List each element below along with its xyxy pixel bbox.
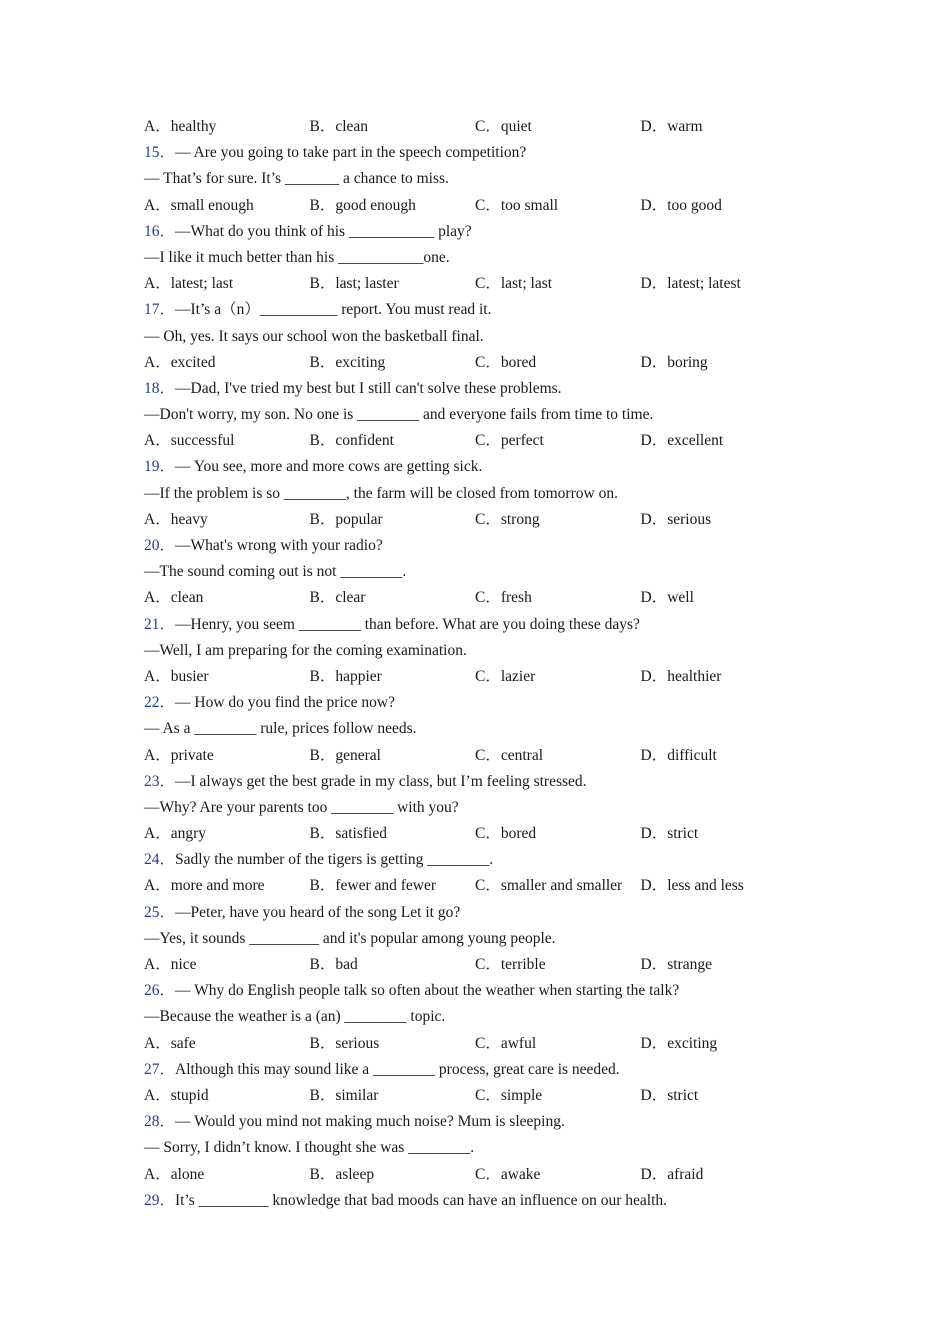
option-letter: A． [144,877,171,895]
option-letter: D． [640,746,668,764]
option-d [641,1031,718,1057]
option-letter: B． [309,1034,336,1052]
dialogue-line [144,795,784,821]
option-letter: D． [640,1086,668,1104]
option-text: safe [170,1034,196,1052]
option-text: bored [500,353,537,371]
option-a [144,821,310,847]
option-a [144,952,310,978]
option-text: bad [335,956,358,973]
option-text: serious [667,510,712,528]
answer-options [144,193,784,219]
option-text: strict [667,825,699,843]
option-text: clear [335,589,366,607]
answer-options [144,1031,784,1057]
option-text: asleep [335,1165,375,1183]
option-text: healthy [170,118,217,135]
option-letter: C． [475,196,501,214]
question-number: 26． [144,982,176,1000]
option-letter: D． [640,956,668,973]
question-number: 19． [144,458,176,476]
question-number: 25． [144,903,176,921]
option-b [310,1031,476,1057]
dialogue-line [144,324,784,350]
answer-options [144,114,784,140]
line-text: —If the problem is so ________, the farm will be closed from tomorrow on. [144,484,618,502]
option-letter: C． [475,432,501,450]
option-text: more and more [170,877,265,895]
option-text: clean [335,118,369,135]
option-a [144,114,310,140]
option-letter: C． [475,589,501,607]
option-c [475,821,641,847]
option-text: perfect [500,432,544,450]
option-letter: A． [144,1165,171,1183]
answer-options [144,428,784,454]
line-text: It’s _________ knowledge that bad moods can have an influence on our health. [175,1191,668,1209]
line-text: —Don't worry, my son. No one is ________ and everyone fails from time to time. [144,406,654,424]
option-letter: D． [640,275,668,293]
option-text: warm [667,118,703,135]
dialogue-line [144,926,784,952]
option-text: strict [667,1086,699,1104]
line-text: —Well, I am preparing for the coming examination. [144,641,467,659]
option-text: good enough [335,196,416,214]
answer-options [144,271,784,297]
option-d [641,743,717,769]
option-a [144,1162,310,1188]
answer-options [144,664,784,690]
line-text: — Oh, yes. It says our school won the basketball final. [144,327,484,345]
option-letter: B． [309,196,336,214]
option-text: angry [170,825,206,843]
answer-options [144,1162,784,1188]
line-text: — Why do English people talk so often about the weather when starting the talk? [175,982,680,1000]
option-letter: C． [475,118,501,135]
option-b [310,743,476,769]
option-a [144,743,310,769]
option-letter: C． [475,275,501,293]
option-b [310,193,476,219]
option-d [641,821,699,847]
line-text: —Henry, you seem ________ than before. What are you doing these days? [175,615,640,633]
option-letter: C． [475,956,501,973]
option-text: latest; latest [667,275,741,293]
option-text: difficult [667,746,717,764]
option-d [641,952,712,978]
option-a [144,873,310,899]
option-text: terrible [500,956,546,973]
option-a [144,193,310,219]
option-c [475,952,641,978]
option-text: stupid [170,1086,209,1104]
option-c [475,1162,641,1188]
option-b [310,507,476,533]
option-text: too good [667,196,722,214]
option-text: private [170,746,214,764]
line-text: —Dad, I've tried my best but I still can't solve these problems. [175,379,562,397]
option-text: fresh [500,589,532,607]
option-d [641,193,722,219]
option-letter: D． [640,825,668,843]
option-letter: B． [309,589,336,607]
option-text: strange [667,956,712,973]
option-text: clean [170,589,204,607]
option-c [475,1031,641,1057]
option-text: boring [667,353,708,371]
dialogue-line [144,559,784,585]
question-stem [144,533,784,559]
option-c [475,873,641,899]
question-number: 28． [144,1113,176,1131]
option-letter: C． [475,746,501,764]
option-text: last; last [500,275,553,293]
option-b [310,1083,476,1109]
option-b [310,664,476,690]
option-letter: B． [309,956,336,973]
line-text: —What do you think of his ___________ play? [175,222,472,240]
option-text: lazier [500,667,536,685]
option-a [144,350,310,376]
dialogue-line [144,166,784,192]
option-text: awake [500,1165,541,1183]
question-number: 24． [144,851,176,869]
question-number: 15． [144,144,176,162]
option-d [641,1083,699,1109]
option-letter: B． [309,1165,336,1183]
option-text: healthier [667,667,722,685]
option-d [641,114,703,140]
option-letter: D． [640,353,668,371]
question-stem [144,1188,784,1214]
option-c [475,507,641,533]
dialogue-line [144,638,784,664]
option-letter: D． [640,877,668,895]
option-text: exciting [667,1034,718,1052]
question-number: 27． [144,1060,176,1078]
line-text: —Yes, it sounds _________ and it's popular among young people. [144,929,556,947]
question-stem [144,690,784,716]
option-letter: C． [475,353,501,371]
option-letter: A． [144,196,171,214]
option-letter: B． [309,877,336,895]
option-text: simple [500,1086,543,1104]
answer-options [144,507,784,533]
dialogue-line [144,1135,784,1161]
option-letter: D． [640,510,668,528]
option-letter: D． [640,667,668,685]
question-stem [144,1109,784,1135]
option-letter: A． [144,118,171,135]
question-number: 17． [144,301,176,319]
option-a [144,271,310,297]
option-letter: A． [144,275,171,293]
line-text: — You see, more and more cows are getting sick. [175,458,483,476]
option-text: exciting [335,353,386,371]
option-letter: D． [640,1034,668,1052]
option-text: strong [500,510,540,528]
option-b [310,1162,476,1188]
line-text: —I like it much better than his ___________one. [144,248,450,266]
dialogue-line [144,245,784,271]
option-letter: B． [309,746,336,764]
answer-options [144,873,784,899]
option-letter: B． [309,118,336,135]
question-stem [144,140,784,166]
option-letter: A． [144,353,171,371]
option-text: popular [335,510,383,528]
option-letter: B． [309,667,336,685]
option-text: serious [335,1034,380,1052]
option-letter: A． [144,956,171,973]
option-text: awful [500,1034,537,1052]
line-text: — Would you mind not making much noise? Mum is sleeping. [175,1113,565,1131]
line-text: —What's wrong with your radio? [175,537,383,554]
option-text: last; laster [335,275,399,293]
option-d [641,428,724,454]
option-letter: C． [475,877,501,895]
option-b [310,114,476,140]
option-text: happier [335,667,382,685]
option-text: excellent [667,432,724,450]
option-letter: B． [309,353,336,371]
exercise-list [144,114,784,1214]
option-letter: A． [144,1086,171,1104]
line-text: —The sound coming out is not ________. [144,563,407,581]
option-letter: A． [144,825,171,843]
line-text: —Peter, have you heard of the song Let it go? [175,903,461,921]
line-text: —I always get the best grade in my class, but I’m feeling stressed. [175,772,587,790]
option-letter: A． [144,510,171,528]
option-a [144,585,310,611]
line-text: — How do you find the price now? [175,694,395,712]
question-number: 20． [144,537,176,554]
option-d [641,1162,704,1188]
question-stem [144,219,784,245]
option-b [310,873,476,899]
line-text: —Why? Are your parents too ________ with you? [144,798,459,816]
option-d [641,873,744,899]
option-letter: A． [144,432,171,450]
option-c [475,428,641,454]
option-letter: D． [640,1165,668,1183]
answer-options [144,1083,784,1109]
option-text: confident [335,432,394,450]
question-stem [144,978,784,1004]
line-text: —Because the weather is a (an) ________ topic. [144,1008,446,1026]
option-letter: B． [309,1086,336,1104]
option-letter: C． [475,1034,501,1052]
question-number: 23． [144,772,176,790]
dialogue-line [144,402,784,428]
option-text: successful [170,432,235,450]
option-text: afraid [667,1165,704,1183]
option-letter: C． [475,825,501,843]
option-text: similar [335,1086,379,1104]
option-d [641,271,741,297]
option-b [310,585,476,611]
option-c [475,585,641,611]
option-c [475,193,641,219]
option-c [475,743,641,769]
question-stem [144,847,784,873]
option-d [641,664,722,690]
line-text: —It’s a（n）__________ report. You must read it. [175,301,492,319]
option-letter: D． [640,589,668,607]
option-letter: D． [640,432,668,450]
answer-options [144,821,784,847]
option-letter: C． [475,667,501,685]
option-text: alone [170,1165,205,1183]
option-b [310,271,476,297]
option-d [641,350,708,376]
question-stem [144,376,784,402]
option-text: heavy [170,510,208,528]
line-text: Although this may sound like a ________ process, great care is needed. [175,1060,620,1078]
dialogue-line [144,1004,784,1030]
option-c [475,350,641,376]
option-a [144,1031,310,1057]
question-number: 18． [144,379,176,397]
line-text: — Are you going to take part in the speech competition? [175,144,527,162]
option-c [475,1083,641,1109]
question-stem [144,769,784,795]
option-letter: A． [144,746,171,764]
line-text: — As a ________ rule, prices follow needs. [144,720,417,738]
option-letter: B． [309,825,336,843]
option-c [475,114,641,140]
option-letter: B． [309,510,336,528]
answer-options [144,743,784,769]
option-letter: C． [475,510,501,528]
option-letter: C． [475,1165,501,1183]
answer-options [144,952,784,978]
option-c [475,664,641,690]
question-number: 22． [144,694,176,712]
option-letter: A． [144,589,171,607]
question-number: 16． [144,222,176,240]
option-text: central [500,746,544,764]
option-b [310,821,476,847]
option-letter: B． [309,275,336,293]
line-text: — That’s for sure. It’s _______ a chance to miss. [144,170,449,188]
option-letter: D． [640,118,668,135]
option-letter: A． [144,1034,171,1052]
option-text: bored [500,825,537,843]
option-text: well [667,589,694,607]
question-stem [144,900,784,926]
option-a [144,507,310,533]
option-a [144,664,310,690]
option-text: busier [170,667,209,685]
option-text: too small [500,196,559,214]
option-d [641,585,694,611]
option-text: excited [170,353,216,371]
option-c [475,271,641,297]
option-a [144,1083,310,1109]
option-text: satisfied [335,825,387,843]
option-b [310,350,476,376]
option-b [310,428,476,454]
option-text: nice [170,956,197,973]
question-stem [144,454,784,480]
option-text: fewer and fewer [335,877,437,895]
option-letter: B． [309,432,336,450]
dialogue-line [144,481,784,507]
option-text: quiet [500,118,532,135]
question-stem [144,1057,784,1083]
option-letter: A． [144,667,171,685]
question-number: 21． [144,615,176,633]
question-stem [144,297,784,323]
option-text: less and less [667,877,744,895]
option-text: small enough [170,196,254,214]
option-text: general [335,746,381,764]
option-a [144,428,310,454]
line-text: Sadly the number of the tigers is getting ________. [175,851,494,869]
option-b [310,952,476,978]
option-text: latest; last [170,275,234,293]
option-text: smaller and smaller [500,877,623,895]
option-d [641,507,712,533]
option-letter: C． [475,1086,501,1104]
answer-options [144,585,784,611]
option-letter: D． [640,196,668,214]
line-text: — Sorry, I didn’t know. I thought she was ________. [144,1139,475,1157]
question-number: 29． [144,1191,176,1209]
answer-options [144,350,784,376]
question-stem [144,612,784,638]
dialogue-line [144,716,784,742]
